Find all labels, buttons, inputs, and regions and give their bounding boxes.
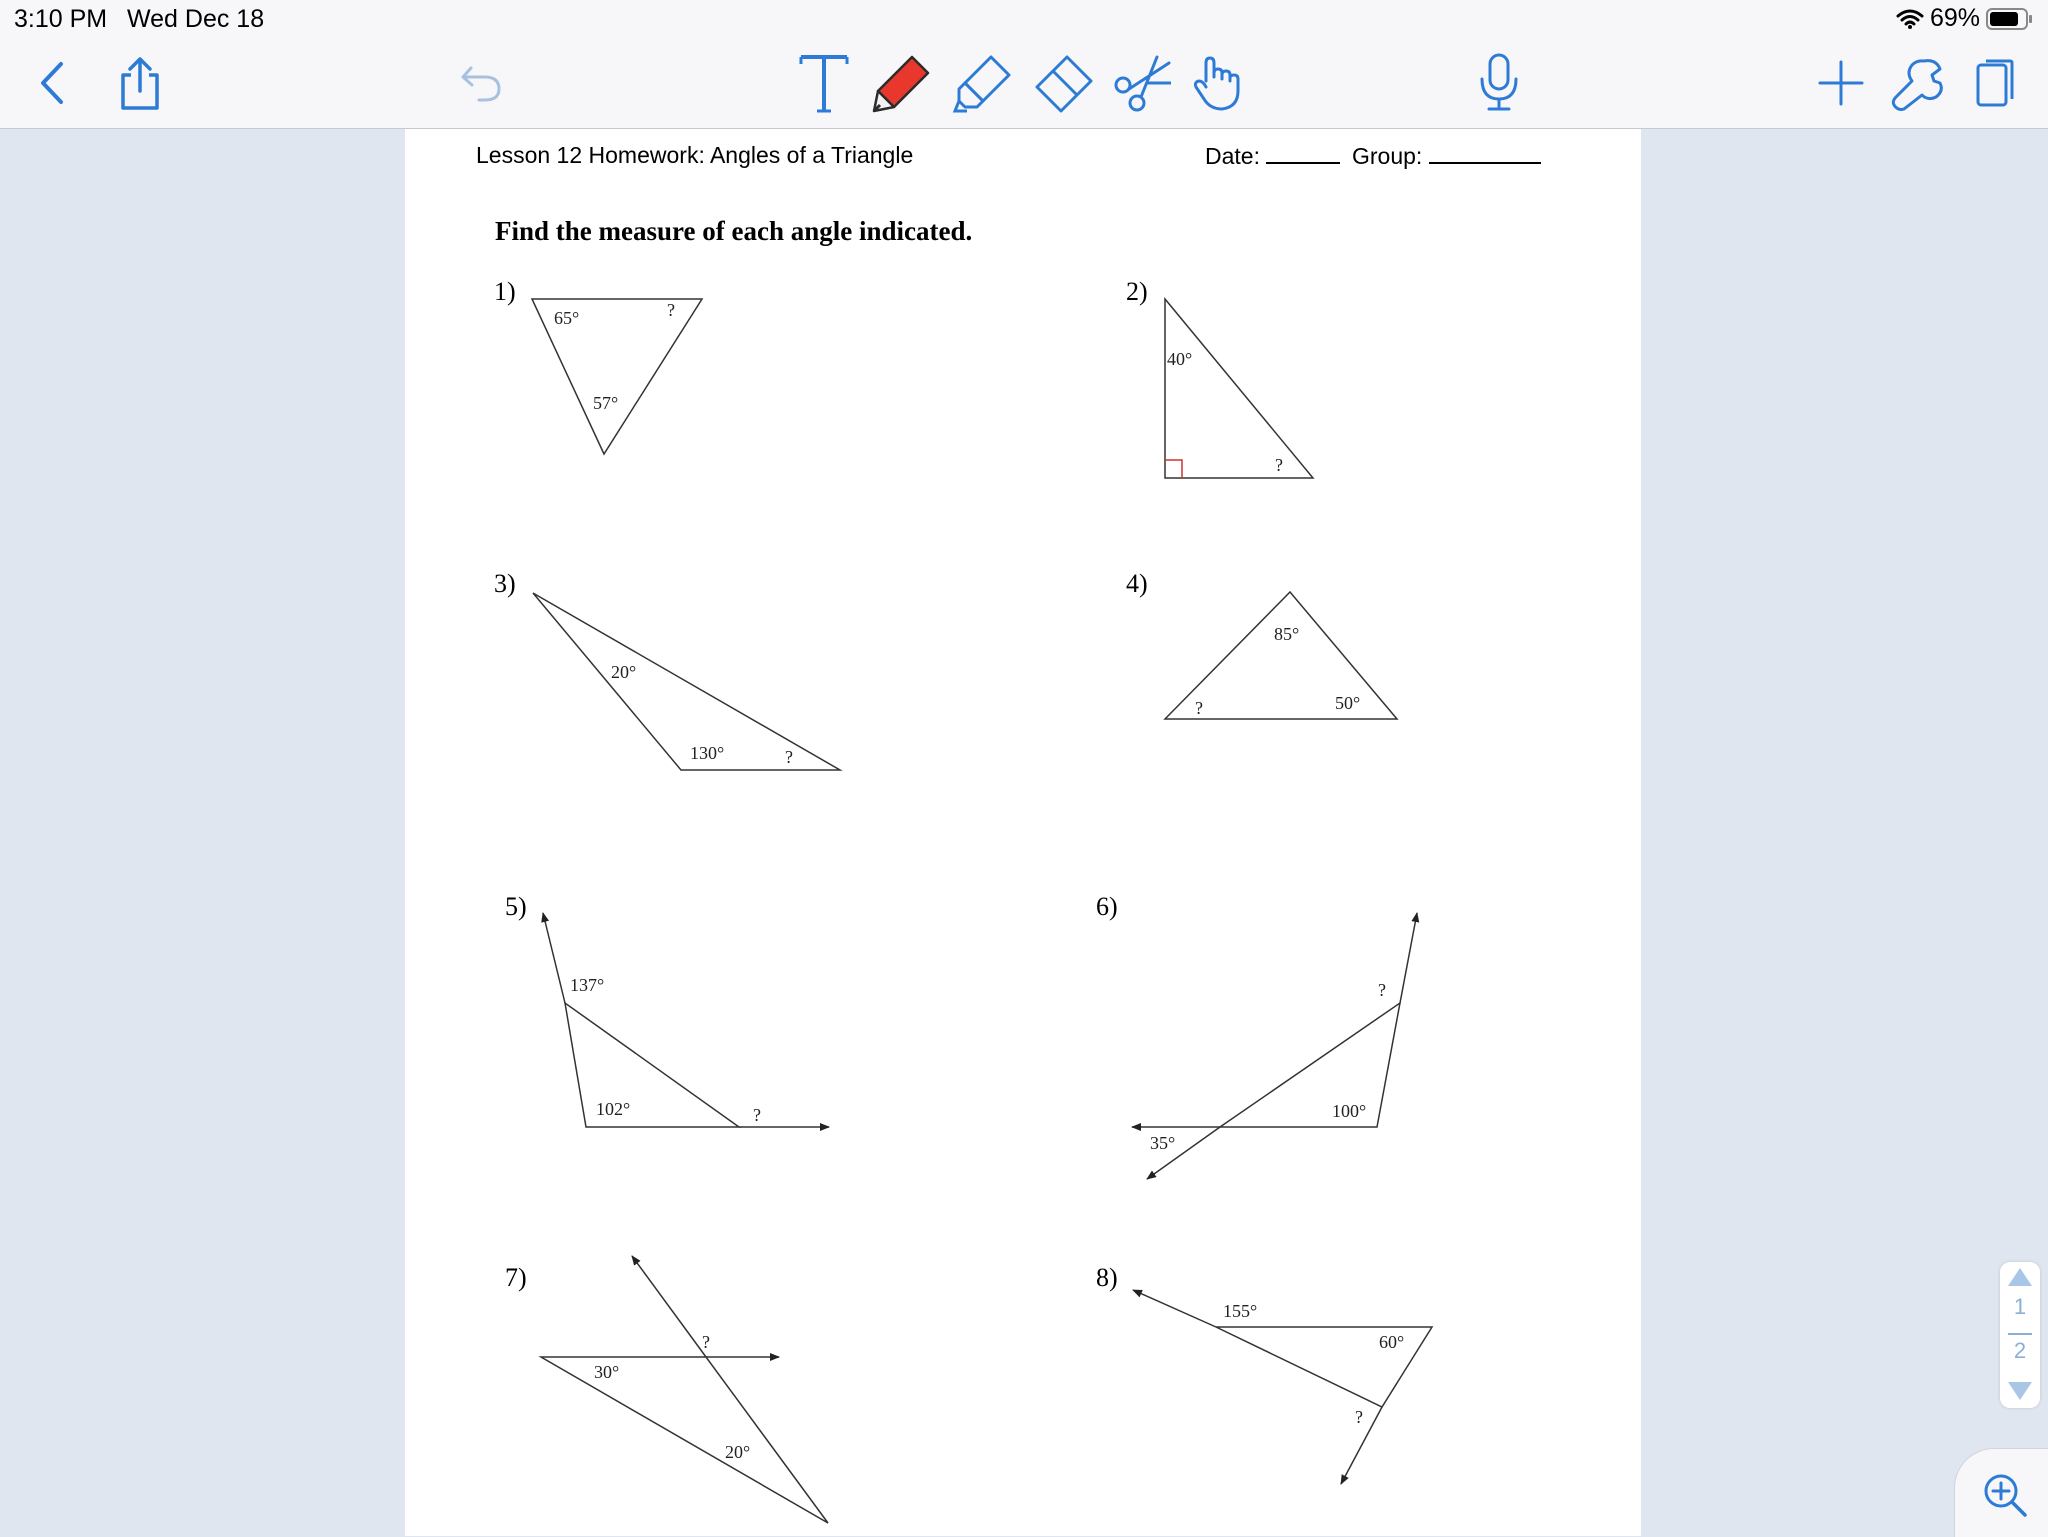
- worksheet-title: Lesson 12 Homework: Angles of a Triangle: [476, 142, 914, 168]
- problem-number: 6): [1096, 892, 1118, 921]
- battery-icon: [1986, 7, 2034, 31]
- problem-number: 1): [494, 277, 516, 306]
- wrench-icon: [1890, 55, 1946, 111]
- highlighter-tool-button[interactable]: [948, 48, 1018, 118]
- angle-label: ?: [1275, 455, 1283, 475]
- angle-label: 40°: [1167, 349, 1193, 369]
- text-tool-icon: [796, 51, 852, 115]
- angle-label: 100°: [1332, 1101, 1367, 1121]
- eraser-icon: [1031, 51, 1095, 115]
- angle-label: 85°: [1274, 624, 1300, 644]
- page-down-icon[interactable]: [2006, 1380, 2034, 1402]
- angle-label: 130°: [690, 743, 725, 763]
- ray-8a: [1133, 1290, 1216, 1327]
- angle-label: ?: [785, 747, 793, 767]
- angle-label: 20°: [611, 662, 637, 682]
- status-date: Wed Dec 18: [127, 5, 265, 33]
- total-pages: 2: [2013, 1338, 2027, 1363]
- problem-number: 5): [505, 892, 527, 921]
- angle-label: 20°: [725, 1442, 751, 1462]
- chevron-left-icon: [33, 58, 73, 108]
- angle-label: ?: [1378, 980, 1386, 1000]
- status-time: 3:10 PM: [14, 5, 108, 33]
- eraser-tool-button[interactable]: [1028, 48, 1098, 118]
- current-page: 1: [2013, 1294, 2027, 1319]
- pages-icon: [1972, 55, 2018, 111]
- angle-label: 50°: [1335, 693, 1361, 713]
- battery-percent: 69%: [1929, 4, 1980, 32]
- scissors-icon: [1111, 51, 1175, 115]
- wifi-icon: [1896, 8, 1924, 30]
- page-navigator[interactable]: [2000, 1262, 2040, 1408]
- right-angle-marker: [1165, 460, 1182, 478]
- triangle-7: [541, 1357, 828, 1523]
- ray-7b: [632, 1256, 706, 1357]
- instructions: Find the measure of each angle indicated.: [495, 216, 973, 246]
- highlighter-icon: [951, 51, 1015, 115]
- hand-tool-button[interactable]: [1185, 48, 1255, 118]
- problem-figures: [405, 129, 1641, 1536]
- pages-button[interactable]: [1960, 48, 2030, 118]
- problem-number: 7): [505, 1263, 527, 1292]
- problem-number: 4): [1126, 569, 1148, 598]
- share-button[interactable]: [105, 48, 175, 118]
- angle-label: 35°: [1150, 1133, 1176, 1153]
- add-button[interactable]: [1806, 48, 1876, 118]
- zoom-in-icon: [1981, 1471, 2029, 1519]
- group-label: Group:: [1352, 143, 1423, 169]
- status-bar: [0, 0, 2048, 38]
- ray-6c: [1400, 913, 1417, 1003]
- angle-label: 102°: [596, 1099, 631, 1119]
- angle-label: ?: [1355, 1407, 1363, 1427]
- angle-label: 65°: [554, 308, 580, 328]
- triangle-5: [565, 1003, 739, 1127]
- worksheet-page[interactable]: [405, 129, 1641, 1536]
- lasso-tool-button[interactable]: [1108, 48, 1178, 118]
- text-tool-button[interactable]: [789, 48, 859, 118]
- problem-number: 2): [1126, 277, 1148, 306]
- toolbar: [0, 38, 2048, 129]
- angle-label: ?: [1195, 698, 1203, 718]
- date-label: Date:: [1205, 143, 1260, 169]
- angle-label: 137°: [570, 975, 605, 995]
- microphone-icon: [1474, 51, 1524, 115]
- undo-button[interactable]: [447, 48, 517, 118]
- triangle-3: [533, 593, 840, 770]
- angle-label: 30°: [594, 1362, 620, 1382]
- triangle-2: [1165, 299, 1313, 478]
- ray-5a: [543, 913, 565, 1003]
- angle-label: 155°: [1223, 1301, 1258, 1321]
- angle-label: ?: [702, 1332, 710, 1352]
- angle-label: 57°: [593, 393, 619, 413]
- angle-label: ?: [667, 300, 675, 320]
- pencil-tool-button[interactable]: [867, 48, 937, 118]
- zoom-button[interactable]: [1954, 1448, 2048, 1537]
- pencil-icon: [870, 51, 934, 115]
- page-up-icon[interactable]: [2006, 1266, 2034, 1288]
- page-separator: [2008, 1333, 2032, 1335]
- triangle-6: [1220, 1003, 1400, 1127]
- share-icon: [115, 53, 165, 113]
- hand-icon: [1188, 51, 1252, 115]
- angle-label: ?: [753, 1105, 761, 1125]
- status-right: [1896, 4, 2034, 33]
- settings-button[interactable]: [1883, 48, 1953, 118]
- angle-label: 60°: [1379, 1332, 1405, 1352]
- back-button[interactable]: [18, 48, 88, 118]
- problem-number: 8): [1096, 1263, 1118, 1292]
- plus-icon: [1816, 58, 1866, 108]
- problem-number: 3): [494, 569, 516, 598]
- undo-icon: [457, 58, 507, 108]
- record-audio-button[interactable]: [1464, 48, 1534, 118]
